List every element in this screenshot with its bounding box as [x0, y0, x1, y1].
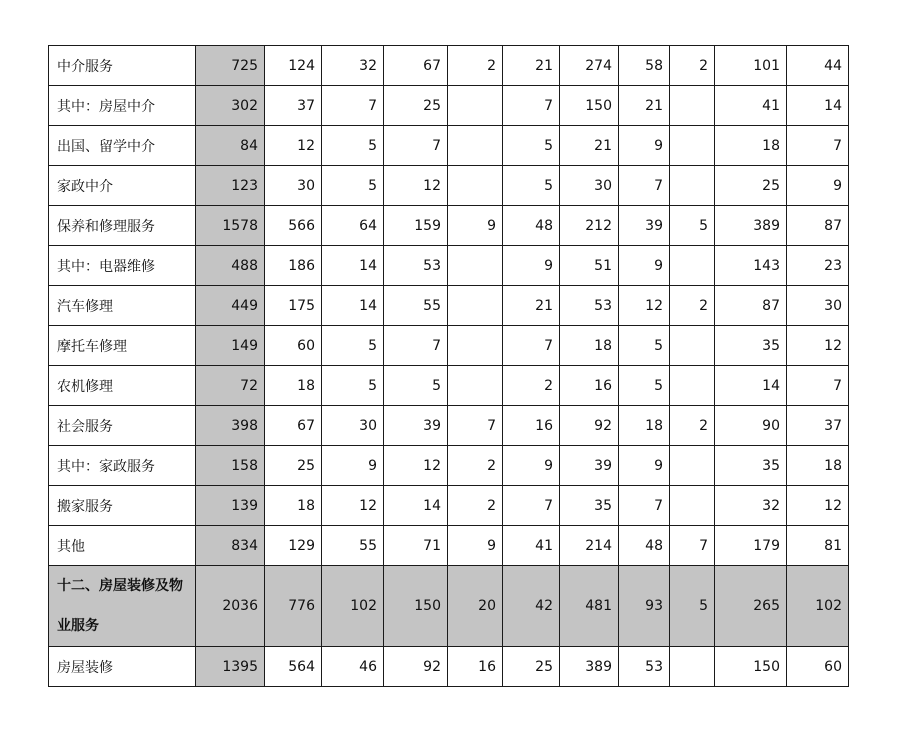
value-cell: 12	[619, 286, 670, 326]
total-cell: 1578	[196, 206, 265, 246]
value-cell: 39	[384, 406, 448, 446]
value-cell: 5	[619, 366, 670, 406]
value-cell: 564	[265, 647, 322, 687]
total-cell: 149	[196, 326, 265, 366]
value-cell: 44	[787, 46, 849, 86]
table-section-row	[49, 566, 849, 647]
value-cell: 39	[619, 206, 670, 246]
statistics-table-container	[48, 45, 849, 687]
value-cell: 37	[787, 406, 849, 446]
value-cell: 25	[384, 86, 448, 126]
row-label: 中介服务	[49, 46, 196, 86]
value-cell: 30	[265, 166, 322, 206]
value-cell: 102	[322, 566, 384, 647]
value-cell	[670, 647, 715, 687]
value-cell: 265	[715, 566, 787, 647]
value-cell: 32	[715, 486, 787, 526]
table-row	[49, 46, 849, 86]
value-cell: 389	[560, 647, 619, 687]
value-cell: 58	[619, 46, 670, 86]
value-cell: 21	[503, 286, 560, 326]
table-row	[49, 647, 849, 687]
value-cell: 12	[322, 486, 384, 526]
value-cell: 14	[715, 366, 787, 406]
value-cell: 389	[715, 206, 787, 246]
value-cell: 35	[715, 326, 787, 366]
value-cell: 9	[787, 166, 849, 206]
statistics-table	[48, 45, 849, 687]
value-cell: 23	[787, 246, 849, 286]
value-cell: 5	[322, 166, 384, 206]
row-label: 家政中介	[49, 166, 196, 206]
table-row	[49, 486, 849, 526]
table-row	[49, 286, 849, 326]
total-cell: 725	[196, 46, 265, 86]
total-cell: 72	[196, 366, 265, 406]
row-label-line: 十二、房屋装修及物	[57, 578, 183, 594]
value-cell: 7	[322, 86, 384, 126]
value-cell: 143	[715, 246, 787, 286]
value-cell: 5	[384, 366, 448, 406]
total-cell: 158	[196, 446, 265, 486]
value-cell: 55	[384, 286, 448, 326]
table-body	[49, 46, 849, 687]
value-cell: 2	[448, 46, 503, 86]
row-label: 摩托车修理	[49, 326, 196, 366]
value-cell: 5	[503, 166, 560, 206]
total-cell: 84	[196, 126, 265, 166]
total-cell: 398	[196, 406, 265, 446]
total-cell: 123	[196, 166, 265, 206]
total-cell: 2036	[196, 566, 265, 647]
value-cell: 30	[787, 286, 849, 326]
row-label: 保养和修理服务	[49, 206, 196, 246]
row-label: 其他	[49, 526, 196, 566]
value-cell: 9	[322, 446, 384, 486]
value-cell: 129	[265, 526, 322, 566]
value-cell	[670, 326, 715, 366]
value-cell: 776	[265, 566, 322, 647]
value-cell: 92	[384, 647, 448, 687]
table-row	[49, 86, 849, 126]
value-cell: 7	[670, 526, 715, 566]
row-label: 搬家服务	[49, 486, 196, 526]
value-cell: 7	[787, 366, 849, 406]
value-cell: 42	[503, 566, 560, 647]
value-cell	[448, 286, 503, 326]
value-cell: 12	[787, 486, 849, 526]
row-label: 出国、留学中介	[49, 126, 196, 166]
value-cell: 9	[448, 526, 503, 566]
row-label: 其中：家政服务	[49, 446, 196, 486]
value-cell: 93	[619, 566, 670, 647]
value-cell	[670, 366, 715, 406]
row-label: 社会服务	[49, 406, 196, 446]
row-label-line: 业服务	[57, 618, 99, 634]
total-cell: 139	[196, 486, 265, 526]
value-cell: 5	[322, 126, 384, 166]
value-cell: 175	[265, 286, 322, 326]
value-cell: 81	[787, 526, 849, 566]
value-cell: 5	[670, 566, 715, 647]
value-cell: 9	[619, 446, 670, 486]
value-cell: 5	[670, 206, 715, 246]
value-cell: 7	[384, 326, 448, 366]
value-cell: 30	[322, 406, 384, 446]
value-cell: 2	[503, 366, 560, 406]
value-cell: 214	[560, 526, 619, 566]
table-row	[49, 126, 849, 166]
value-cell: 566	[265, 206, 322, 246]
value-cell: 67	[265, 406, 322, 446]
row-label: 其中：房屋中介	[49, 86, 196, 126]
value-cell	[448, 366, 503, 406]
value-cell: 212	[560, 206, 619, 246]
value-cell: 14	[384, 486, 448, 526]
value-cell: 102	[787, 566, 849, 647]
value-cell: 9	[619, 246, 670, 286]
value-cell: 124	[265, 46, 322, 86]
total-cell: 488	[196, 246, 265, 286]
value-cell	[448, 246, 503, 286]
value-cell: 53	[384, 246, 448, 286]
value-cell: 101	[715, 46, 787, 86]
value-cell: 21	[619, 86, 670, 126]
total-cell: 834	[196, 526, 265, 566]
value-cell: 12	[787, 326, 849, 366]
row-label: 农机修理	[49, 366, 196, 406]
row-label: 其中：电器维修	[49, 246, 196, 286]
value-cell: 9	[503, 246, 560, 286]
value-cell: 87	[715, 286, 787, 326]
value-cell: 18	[619, 406, 670, 446]
value-cell: 87	[787, 206, 849, 246]
value-cell: 16	[560, 366, 619, 406]
value-cell: 25	[503, 647, 560, 687]
value-cell: 35	[560, 486, 619, 526]
value-cell: 90	[715, 406, 787, 446]
value-cell: 2	[448, 486, 503, 526]
value-cell: 25	[715, 166, 787, 206]
value-cell: 7	[787, 126, 849, 166]
table-row	[49, 406, 849, 446]
total-cell: 449	[196, 286, 265, 326]
value-cell: 12	[384, 446, 448, 486]
value-cell: 2	[670, 286, 715, 326]
value-cell: 9	[503, 446, 560, 486]
row-label: 房屋装修	[49, 647, 196, 687]
value-cell: 481	[560, 566, 619, 647]
value-cell: 7	[448, 406, 503, 446]
value-cell: 37	[265, 86, 322, 126]
value-cell: 46	[322, 647, 384, 687]
value-cell: 21	[560, 126, 619, 166]
value-cell: 179	[715, 526, 787, 566]
value-cell: 53	[619, 647, 670, 687]
value-cell: 2	[670, 46, 715, 86]
value-cell: 32	[322, 46, 384, 86]
value-cell	[670, 166, 715, 206]
value-cell: 18	[715, 126, 787, 166]
value-cell	[670, 486, 715, 526]
value-cell: 2	[670, 406, 715, 446]
value-cell: 274	[560, 46, 619, 86]
value-cell: 9	[448, 206, 503, 246]
value-cell: 5	[503, 126, 560, 166]
value-cell	[670, 246, 715, 286]
table-row	[49, 446, 849, 486]
value-cell	[670, 126, 715, 166]
value-cell: 150	[384, 566, 448, 647]
value-cell: 14	[322, 246, 384, 286]
value-cell: 7	[503, 326, 560, 366]
table-row	[49, 166, 849, 206]
table-row	[49, 206, 849, 246]
value-cell: 5	[322, 366, 384, 406]
value-cell: 159	[384, 206, 448, 246]
value-cell: 9	[619, 126, 670, 166]
value-cell: 7	[503, 86, 560, 126]
value-cell: 150	[715, 647, 787, 687]
value-cell: 7	[503, 486, 560, 526]
value-cell: 7	[384, 126, 448, 166]
row-label	[49, 566, 196, 647]
value-cell: 25	[265, 446, 322, 486]
value-cell: 60	[265, 326, 322, 366]
value-cell: 5	[322, 326, 384, 366]
value-cell: 12	[384, 166, 448, 206]
total-cell: 302	[196, 86, 265, 126]
value-cell	[448, 86, 503, 126]
value-cell: 67	[384, 46, 448, 86]
total-cell: 1395	[196, 647, 265, 687]
value-cell: 41	[715, 86, 787, 126]
value-cell: 2	[448, 446, 503, 486]
value-cell: 48	[503, 206, 560, 246]
value-cell: 71	[384, 526, 448, 566]
value-cell	[670, 446, 715, 486]
value-cell: 20	[448, 566, 503, 647]
value-cell: 14	[322, 286, 384, 326]
value-cell: 7	[619, 166, 670, 206]
value-cell: 18	[787, 446, 849, 486]
table-row	[49, 326, 849, 366]
value-cell: 12	[265, 126, 322, 166]
value-cell: 48	[619, 526, 670, 566]
value-cell: 186	[265, 246, 322, 286]
value-cell: 18	[560, 326, 619, 366]
value-cell: 150	[560, 86, 619, 126]
value-cell: 53	[560, 286, 619, 326]
value-cell: 5	[619, 326, 670, 366]
value-cell: 18	[265, 486, 322, 526]
table-row	[49, 526, 849, 566]
value-cell	[448, 126, 503, 166]
value-cell: 51	[560, 246, 619, 286]
value-cell	[448, 326, 503, 366]
row-label: 汽车修理	[49, 286, 196, 326]
value-cell: 21	[503, 46, 560, 86]
value-cell: 16	[503, 406, 560, 446]
value-cell: 35	[715, 446, 787, 486]
value-cell	[448, 166, 503, 206]
value-cell: 7	[619, 486, 670, 526]
value-cell: 14	[787, 86, 849, 126]
value-cell: 41	[503, 526, 560, 566]
value-cell: 55	[322, 526, 384, 566]
value-cell: 60	[787, 647, 849, 687]
value-cell: 16	[448, 647, 503, 687]
table-row	[49, 246, 849, 286]
value-cell: 92	[560, 406, 619, 446]
value-cell	[670, 86, 715, 126]
table-row	[49, 366, 849, 406]
value-cell: 39	[560, 446, 619, 486]
value-cell: 64	[322, 206, 384, 246]
value-cell: 18	[265, 366, 322, 406]
value-cell: 30	[560, 166, 619, 206]
